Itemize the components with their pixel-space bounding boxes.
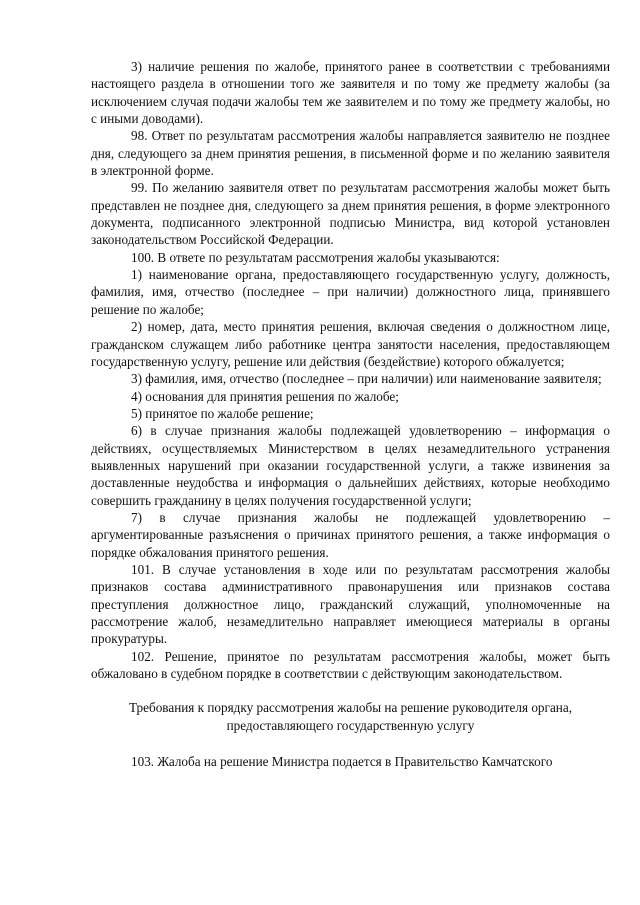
paragraph-98: 98. Ответ по результатам рассмотрения жалобы направляется заявителю не позднее дня, следующего за днем принятия решения, в письменной форме и по желанию заявителя в электронной форме. (91, 128, 610, 179)
list-item-1: 1) наименование органа, предоставляющего государственную услугу, должность, фамилия, имя, отчество (последнее – при наличии) должностного лица, принявшего решение по жалобе; (91, 267, 610, 317)
document-page (91, 58, 610, 770)
list-item-7: 7) в случае признания жалобы не подлежащей удовлетворению – аргументированные разъяснения о причинах принятого решения, а также информация о порядке обжалования принятого решения. (91, 509, 610, 560)
paragraph-item-3: 3) наличие решения по жалобе, принятого ранее в соответствии с требованиями настоящего раздела в отношении того же заявителя и по тому же предмету жалобы (за исключением случая подачи жалобы тем же заявителем и по тому же предмету жалобы, но с иными доводами). (91, 59, 610, 127)
list-item-2: 2) номер, дата, место принятия решения, включая сведения о должностном лице, гражданском служащем либо работнике центра занятости населения, предоставляющем государственную услугу, решение или действия (бездействие) которого обжалуется; (91, 319, 610, 369)
section-heading: Требования к порядку рассмотрения жалобы на решение руководителя органа, предоставляющего государственную услугу (128, 700, 572, 733)
list-item-6: 6) в случае признания жалобы подлежащей удовлетворению – информация о действиях, осуществляемых Министерством в целях незамедлительного устранения выявленных нарушений при оказании государственной услуги, а также извинения за доставленные неудобства и информация о дальнейших действиях, которые необходимо совершить гражданину в целях получения государственной услуги; (91, 423, 610, 508)
paragraph-102: 102. Решение, принятое по результатам рассмотрения жалобы, может быть обжаловано в судебном порядке в соответствии с действующим законодательством. (91, 648, 610, 682)
list-item-4: 4) основания для принятия решения по жалобе; (131, 388, 399, 404)
paragraph-100: 100. В ответе по результатам рассмотрения жалобы указываются: (131, 249, 500, 265)
list-item-3: 3) фамилия, имя, отчество (последнее – при наличии) или наименование заявителя; (131, 371, 602, 387)
paragraph-103: 103. Жалоба на решение Министра подается в Правительство Камчатского (131, 754, 553, 770)
paragraph-99: 99. По желанию заявителя ответ по результатам рассмотрения жалобы может быть представлен не позднее дня, следующего за днем принятия решения, в форме электронного документа, подписанного электронной подписью Министра, вид которой установлен законодательством Российской Федерации. (91, 180, 610, 248)
paragraph-101: 101. В случае установления в ходе или по результатам рассмотрения жалобы признаков состава административного правонарушения или признаков состава преступления должностное лицо, гражданский служащий, уполномоченные на рассмотрение жалоб, незамедлительно направляет имеющиеся материалы в органы прокуратуры. (91, 561, 610, 647)
list-item-5: 5) принятое по жалобе решение; (131, 405, 314, 421)
